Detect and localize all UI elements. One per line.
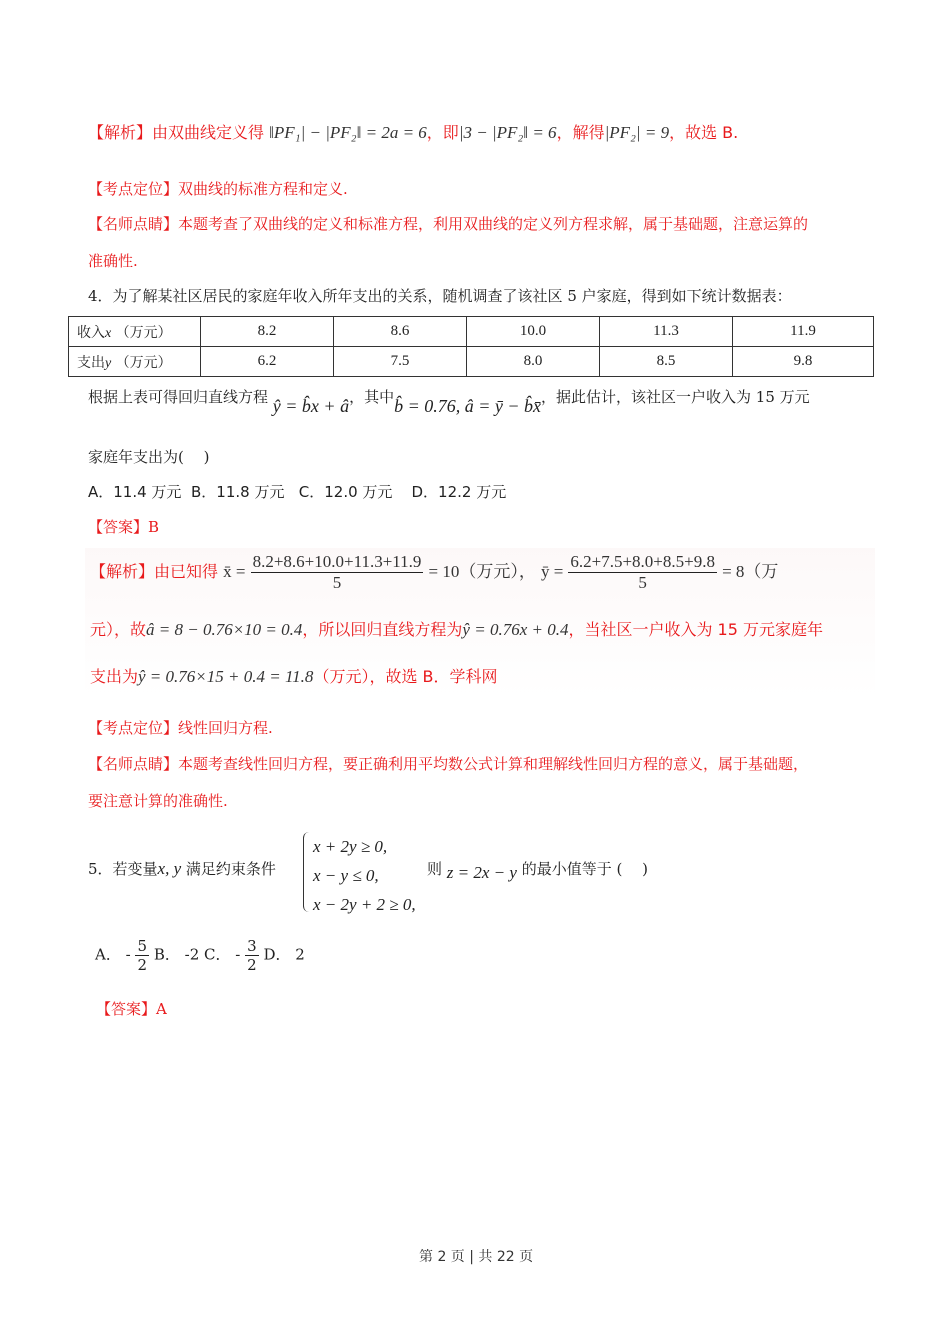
minus-sign: - (125, 945, 131, 964)
q5-vars: x, y (157, 859, 182, 878)
q3-analysis-text: ，故选 B. (669, 123, 739, 142)
q4-text: 根据上表可得回归直线方程 (88, 388, 269, 406)
q4-data-table (68, 316, 874, 377)
q5-option-c-fraction (245, 937, 259, 974)
page-footer: 第 2 页 | 共 22 页 (419, 1249, 534, 1265)
q4-eq-regression: ŷ = b̂x + â (272, 396, 350, 416)
xbar-fraction (251, 552, 424, 593)
answer-label: 【答案】 (96, 1000, 157, 1018)
table-cell: 6.2 (201, 347, 334, 377)
ybar-fraction (568, 552, 717, 593)
analysis-label: 【解析】 (90, 562, 155, 581)
kaodian-text: 双曲线的标准方程和定义. (178, 180, 348, 198)
q3-analysis-text: ，即 (426, 123, 459, 142)
q5-option-d-label: D． (263, 945, 291, 964)
q3-mingshi-line2: 准确性. (88, 252, 138, 270)
row-header-expense (69, 347, 201, 377)
q3-analysis-label: 【解析】 (88, 123, 153, 142)
constraint-brace (303, 832, 312, 912)
q4-option-c: C．12.0 万元 (298, 483, 393, 501)
row-header-income (69, 317, 201, 347)
q5-stem-start (88, 858, 276, 879)
row-var: x (105, 325, 112, 341)
table-cell: 8.6 (334, 317, 467, 347)
q3-kaodian (88, 178, 348, 199)
answer-label: 【答案】 (88, 518, 149, 536)
q3-analysis-math-2: |3 − |PF₂‖ = 6 (458, 123, 557, 142)
table-cell: 8.2 (201, 317, 334, 347)
analysis-text: 支出为 (90, 667, 139, 686)
row-label: 支出 (77, 354, 105, 371)
q5-objective: z = 2x − y (446, 863, 517, 882)
kaodian-label: 【考点定位】 (88, 180, 179, 198)
denominator: 2 (137, 956, 148, 974)
constraint: x + 2y ≥ 0, (313, 837, 388, 856)
table-cell: 9.8 (733, 347, 874, 377)
q5-stem-end (427, 858, 648, 882)
q4-analysis-line2 (90, 617, 823, 640)
mingshi-text: 本题考查了双曲线的定义和标准方程，利用双曲线的定义列方程求解，属于基础题，注意运算的 (178, 215, 809, 233)
q3-analysis-math-1: ‖PF₁| − |PF₂‖ = 2a = 6 (269, 123, 427, 142)
table-cell: 8.5 (600, 347, 733, 377)
analysis-math: ŷ = 0.76×15 + 0.4 = 11.8 (138, 667, 314, 686)
q3-mingshi (88, 213, 808, 234)
answer-value: A (156, 1000, 167, 1018)
analysis-math: â = 8 − 0.76×10 = 0.4 (146, 620, 303, 639)
constraint: x − 2y + 2 ≥ 0, (313, 895, 416, 914)
row-unit: （万元） (115, 354, 172, 371)
table-row-expense (69, 347, 874, 377)
q5-option-b-value: -2 (184, 945, 200, 964)
numerator: 3 (247, 937, 257, 955)
table-row-income (69, 317, 874, 347)
kaodian-text: 线性回归方程. (178, 719, 273, 737)
q5-answer (96, 998, 167, 1019)
q5-option-a-label: A． (95, 945, 121, 964)
numerator: 5 (137, 937, 148, 955)
answer-value: B (148, 518, 160, 536)
q3-analysis (88, 120, 738, 143)
ybar-denominator: 5 (638, 573, 647, 592)
q4-mingshi (88, 753, 808, 774)
q4-analysis-line3 (90, 664, 498, 687)
q4-stem-end: 家庭年支出为( ) (88, 448, 210, 466)
q4-answer (88, 516, 159, 537)
mingshi-label: 【名师点睛】 (88, 755, 179, 773)
q4-analysis-line1 (90, 552, 778, 593)
q4-options (88, 481, 506, 502)
q4-stem: 4．为了解某社区居民的家庭年收入所年支出的关系，随机调查了该社区 5 户家庭，得到如下统计数据表： (88, 287, 792, 305)
q5-constraints (313, 832, 416, 919)
table-cell: 11.3 (600, 317, 733, 347)
q4-option-d: D．12.2 万元 (411, 483, 507, 501)
q5-option-a-fraction (135, 937, 149, 974)
q5-text: 的最小值等于 ( ) (521, 860, 648, 878)
row-var: y (105, 355, 112, 371)
q5-option-c-label: C． (204, 945, 231, 964)
minus-sign: - (235, 945, 241, 964)
analysis-math: ŷ = 0.76x + 0.4 (462, 620, 569, 639)
q5-options (95, 937, 305, 974)
q5-text: 满足约束条件 (185, 860, 276, 878)
q4-text: ，其中 (349, 388, 395, 406)
q5-option-b-label: B． (153, 945, 180, 964)
q4-eq-coeffs: b̂ = 0.76, â = ȳ − b̂x̄ (394, 396, 542, 416)
ybar-numerator: 6.2+7.5+8.0+8.5+9.8 (570, 552, 715, 571)
analysis-text: ，所以回归直线方程为 (302, 620, 463, 639)
xbar-lhs: x̄ = (223, 562, 246, 581)
q4-text: ，据此估计，该社区一户收入为 15 万元 (541, 388, 810, 406)
xbar-numerator: 8.2+8.6+10.0+11.3+11.9 (252, 552, 422, 571)
q4-option-a: A．11.4 万元 (88, 483, 182, 501)
q4-mingshi-line2: 要注意计算的准确性. (88, 792, 228, 810)
q4-option-b: B．11.8 万元 (190, 483, 285, 501)
mingshi-text: 本题考查线性回归方程，要正确利用平均数公式计算和理解线性回归方程的意义，属于基础题， (178, 755, 809, 773)
ybar-lhs: ȳ = (540, 562, 564, 581)
q5-text: 则 (427, 860, 443, 878)
q5-option-d-value: 2 (295, 945, 305, 964)
q3-analysis-text: 由双曲线定义得 (152, 123, 265, 142)
analysis-text: 由已知得 (154, 562, 219, 581)
q4-regression-line (88, 386, 810, 416)
analysis-text: 元），故 (90, 620, 147, 639)
q4-kaodian (88, 717, 273, 738)
analysis-text: （万元），故选 B．学科网 (313, 667, 498, 686)
table-cell: 8.0 (467, 347, 600, 377)
row-label: 收入 (77, 324, 105, 341)
table-cell: 7.5 (334, 347, 467, 377)
q3-analysis-math-3: |PF₂| = 9 (604, 123, 670, 142)
ybar-rhs: = 8（万 (722, 562, 779, 581)
row-unit: （万元） (115, 324, 172, 341)
constraint: x − y ≤ 0, (313, 866, 379, 885)
analysis-text: ，当社区一户收入为 15 万元家庭年 (568, 620, 824, 639)
denominator: 2 (247, 956, 257, 974)
mingshi-label: 【名师点睛】 (88, 215, 179, 233)
table-cell: 11.9 (733, 317, 874, 347)
kaodian-label: 【考点定位】 (88, 719, 179, 737)
q5-text: 5．若变量 (88, 860, 158, 878)
q3-analysis-text: ，解得 (556, 123, 605, 142)
xbar-rhs: = 10（万元）， (428, 562, 536, 581)
table-cell: 10.0 (467, 317, 600, 347)
xbar-denominator: 5 (332, 573, 342, 592)
